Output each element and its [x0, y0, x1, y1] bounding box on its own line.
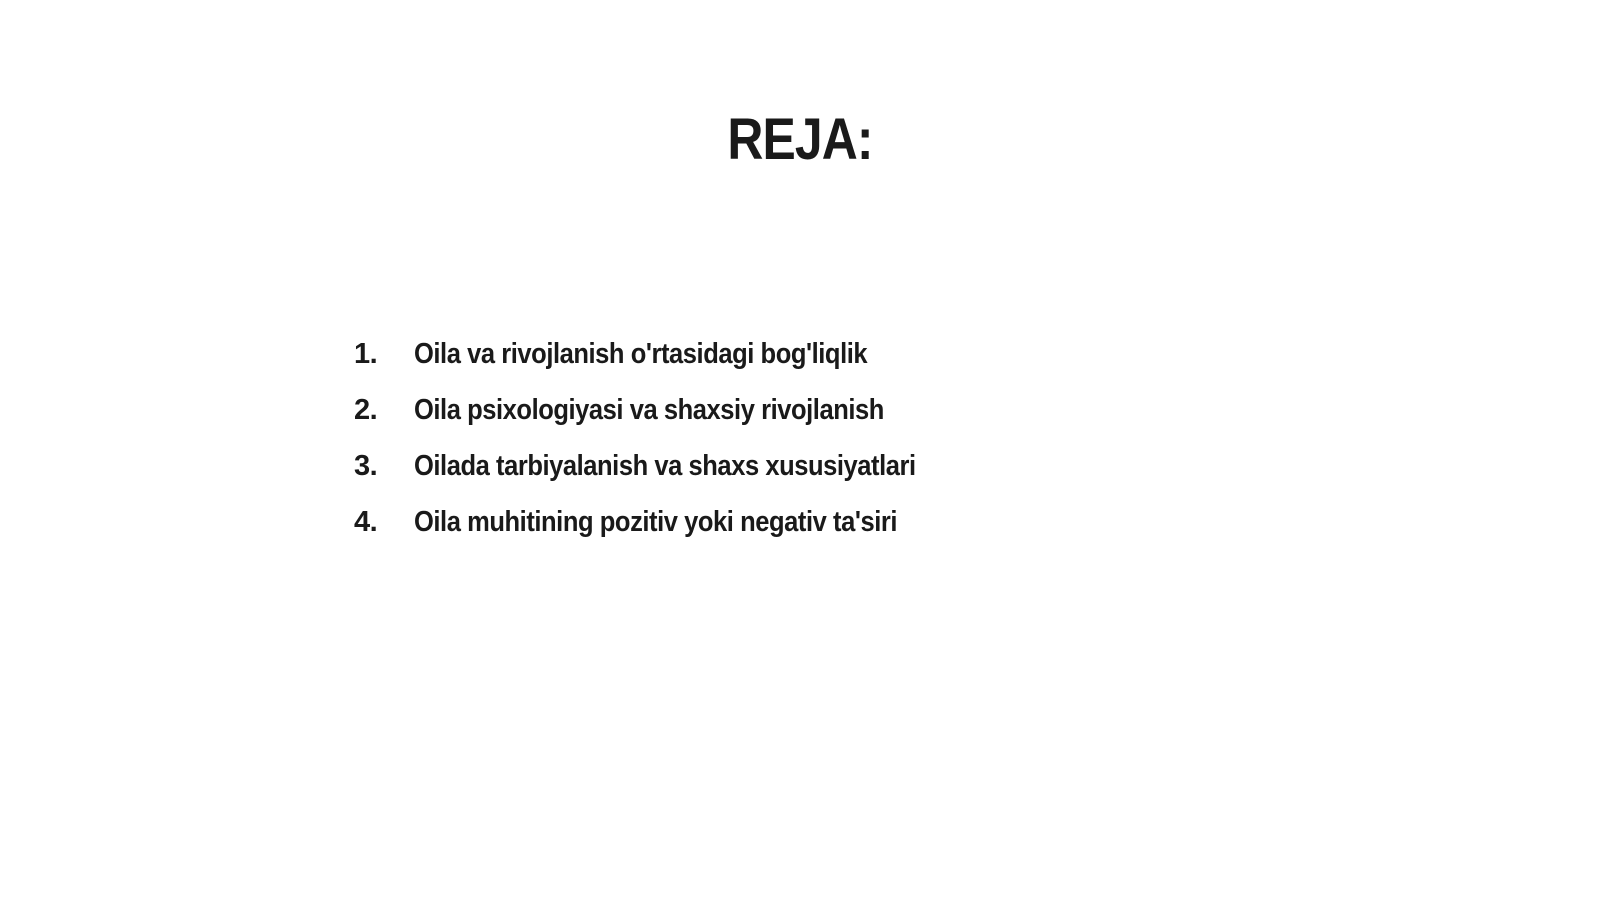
list-item-text: Oila va rivojlanish o'rtasidagi bog'liqlik — [414, 337, 868, 370]
list-item-number: 1. — [354, 337, 378, 370]
list-item — [354, 494, 984, 550]
list-item-text: Oila muhitining pozitiv yoki negativ ta'siri — [414, 505, 898, 538]
list-item-number: 2. — [354, 393, 378, 426]
list-item-text: Oila psixologiyasi va shaxsiy rivojlanish — [414, 393, 884, 426]
slide-title: REJA: — [727, 107, 873, 172]
list-item-number: 3. — [354, 449, 378, 482]
list-item — [354, 438, 984, 494]
plan-list — [354, 326, 984, 550]
list-item — [354, 382, 984, 438]
list-item-text: Oilada tarbiyalanish va shaxs xususiyatlari — [414, 449, 916, 482]
list-item-number: 4. — [354, 505, 378, 538]
list-item — [354, 326, 984, 382]
